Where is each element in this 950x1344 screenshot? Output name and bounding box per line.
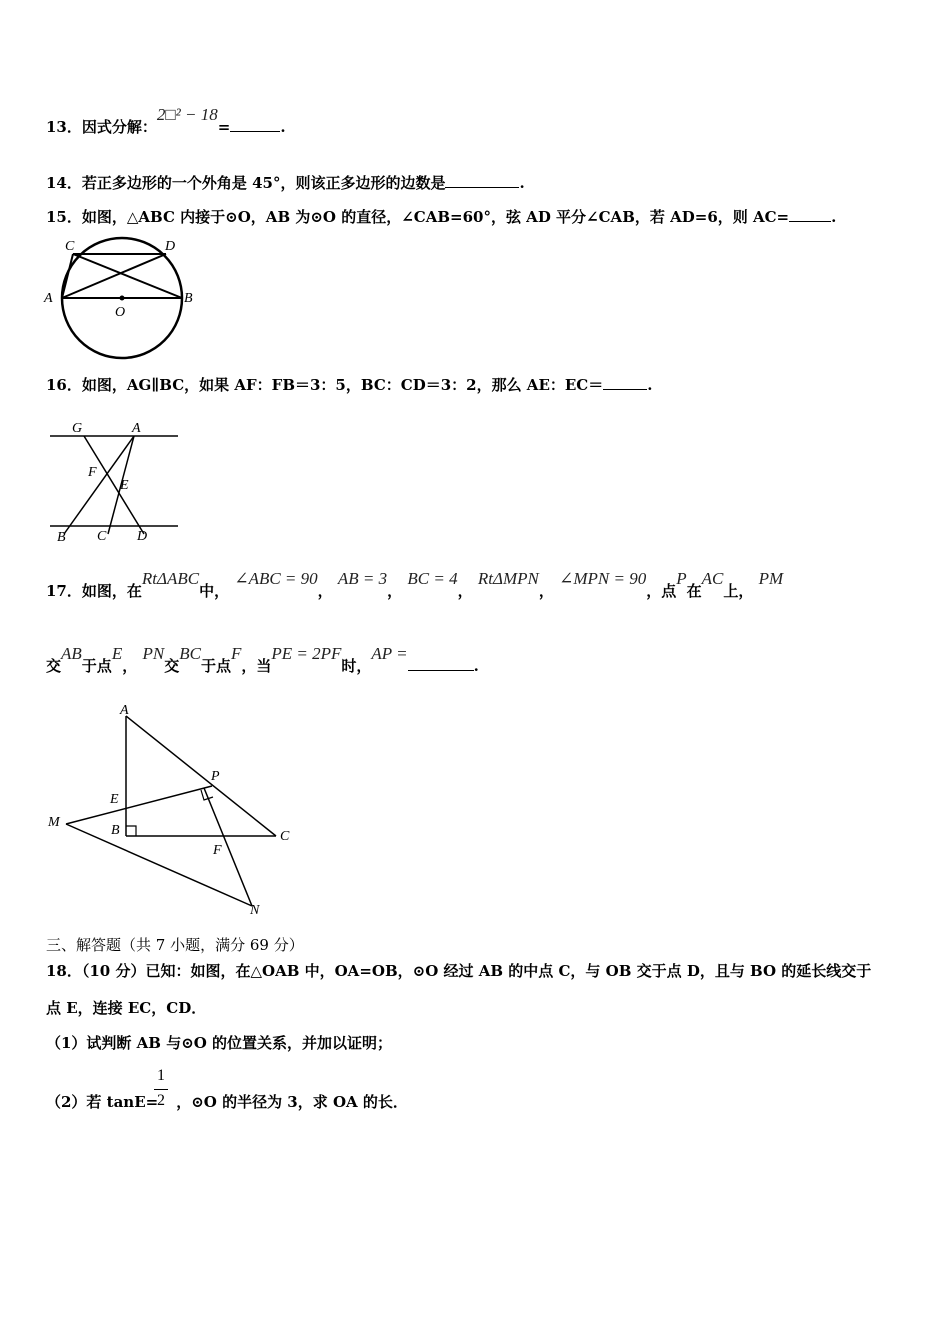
- q16-label-a: A: [132, 421, 141, 436]
- q18-fraction-bar: [154, 1089, 168, 1090]
- question-13: 13．因式分解：2□² − 18= .: [46, 105, 286, 136]
- q17-label-f: F: [213, 843, 222, 858]
- q16-label-d: D: [137, 529, 148, 544]
- q17-label-a: A: [120, 703, 129, 718]
- q18-fraction-denominator: 2: [157, 1092, 165, 1109]
- question-18-part-2: （2）若 tanE= ，⊙O 的半径为 3，求 OA 的长．: [46, 1093, 408, 1111]
- question-15: 15．如图，△ABC 内接于⊙O，AB 为⊙O 的直径，∠CAB=60°，弦 AD 平分∠CAB，若 AD=6，则 AC= .: [46, 208, 837, 226]
- q13-text: 因式分解：: [81, 118, 157, 136]
- question-17-line-2: 交AB于点E， PN交BC于点F，当PE = 2PF时，AP =.: [46, 644, 479, 675]
- q17-triangle-figure: [44, 700, 304, 920]
- q13-expression: 2□² − 18: [156, 105, 218, 124]
- question-17-line-1: 17．如图，在RtΔABC中， ∠ABC = 90， AB = 3， BC = 4， RtΔMPN， ∠MPN = 90，点P在AC上， PM: [46, 569, 784, 600]
- q16-label-c: C: [97, 529, 107, 544]
- q15-label-c: C: [65, 239, 75, 254]
- q15-answer-blank: [789, 207, 831, 222]
- q15-label-o: O: [115, 305, 126, 320]
- q15-circle-figure: [40, 236, 210, 362]
- q16-label-g: G: [72, 421, 83, 436]
- q15-text: 15．如图，△ABC 内接于⊙O，AB 为⊙O 的直径，∠CAB=60°，弦 AD 平分∠CAB，若 AD=6，则 AC=: [46, 208, 790, 226]
- question-14: 14．若正多边形的一个外角是 45°，则该正多边形的边数是 .: [46, 174, 525, 192]
- question-16: 16．如图，AG∥BC，如果 AF：FB＝3：5，BC：CD＝3：2，那么 AE：EC＝ .: [46, 376, 653, 394]
- q13-answer-blank: [230, 117, 280, 132]
- q13-number: 13．: [46, 118, 82, 136]
- section-3-heading: 三、解答题（共 7 小题，满分 69 分）: [46, 936, 304, 954]
- q14-text: 14．若正多边形的一个外角是 45°，则该正多边形的边数是: [46, 174, 446, 192]
- q17-label-p: P: [211, 769, 220, 784]
- q16-parallel-lines-figure: [44, 416, 184, 546]
- q14-answer-blank: [445, 173, 519, 188]
- q17-label-b: B: [111, 823, 120, 838]
- q16-text: 16．如图，AG∥BC，如果 AF：FB＝3：5，BC：CD＝3：2，那么 AE：EC＝: [46, 376, 604, 394]
- q17-label-n: N: [250, 903, 260, 918]
- q15-label-d: D: [165, 239, 176, 254]
- question-18-part-1: （1）试判断 AB 与⊙O 的位置关系，并加以证明；: [46, 1034, 393, 1052]
- q18-fraction-numerator: 1: [157, 1067, 165, 1084]
- question-18-line-2: 点 E，连接 EC，CD．: [46, 999, 207, 1017]
- question-18-line-1: 18．（10 分）已知：如图，在△OAB 中，OA=OB，⊙O 经过 AB 的中点 C，与 OB 交于点 D，且与 BO 的延长线交于: [46, 962, 872, 980]
- q17-label-c: C: [280, 829, 290, 844]
- q17-label-m: M: [48, 815, 60, 830]
- q16-label-e: E: [120, 478, 129, 493]
- q16-label-f: F: [88, 465, 97, 480]
- q16-answer-blank: [603, 375, 647, 390]
- q15-label-a: A: [44, 291, 53, 306]
- q13-equals: =: [217, 118, 231, 136]
- q17-label-e: E: [110, 792, 119, 807]
- q17-answer-blank: [408, 656, 474, 671]
- q15-label-b: B: [184, 291, 193, 306]
- q16-label-b: B: [57, 530, 66, 545]
